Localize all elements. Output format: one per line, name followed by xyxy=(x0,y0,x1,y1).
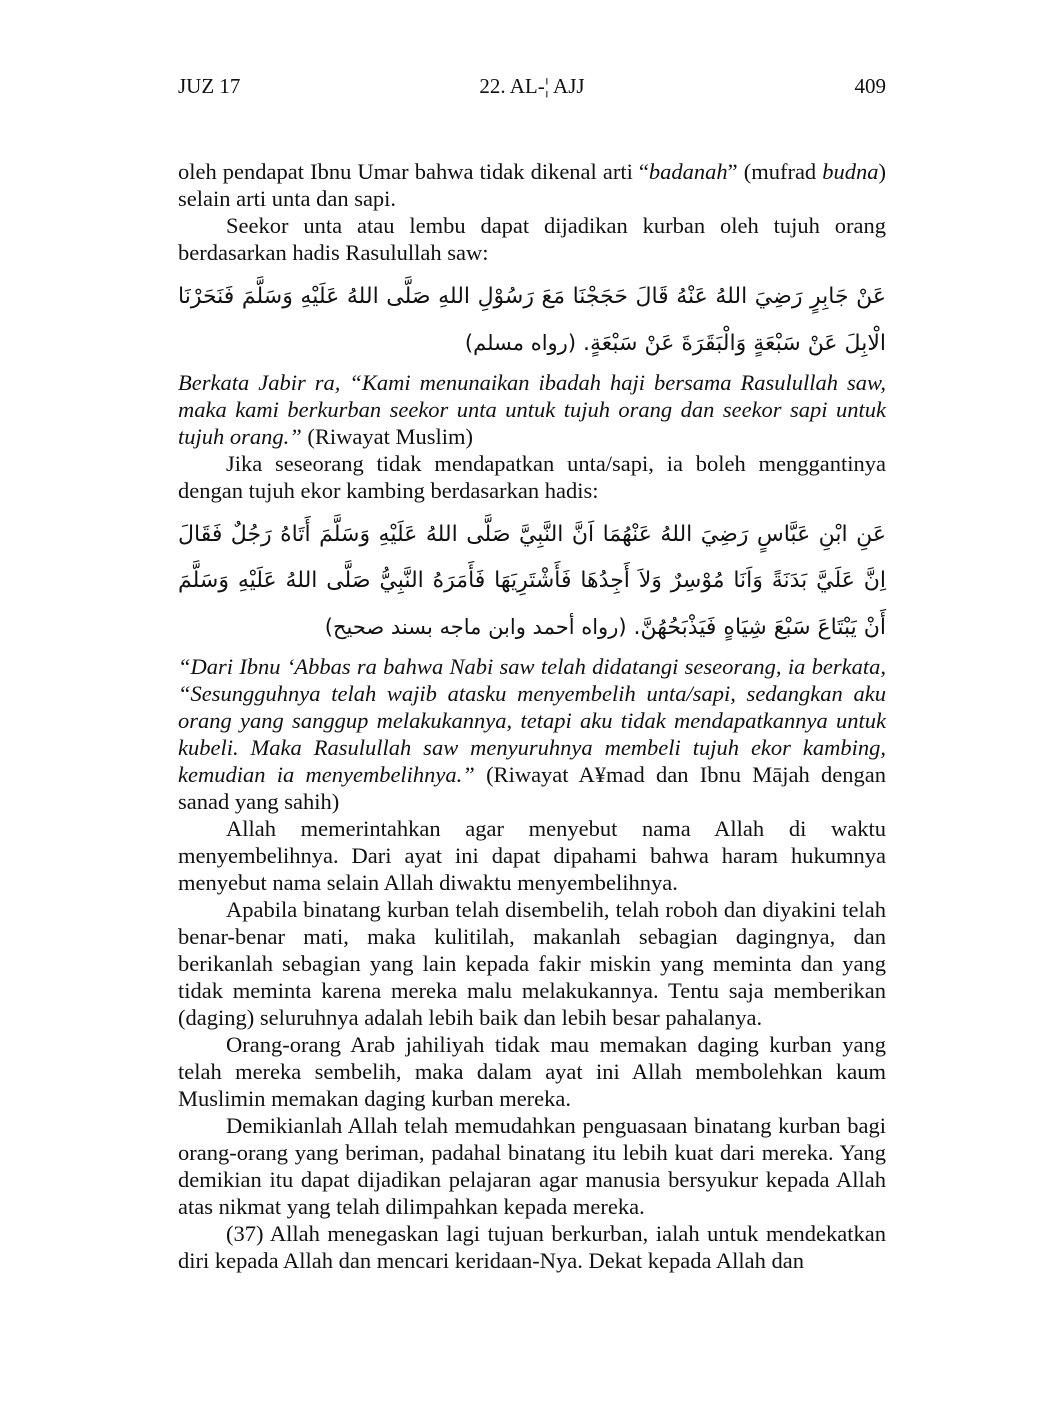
paragraph-10: (37) Allah menegaskan lagi tujuan berkurban, ialah untuk mendekatkan diri kepada Allah dan mencari keridaan-Nya. Dekat kepada Allah dan xyxy=(178,1221,886,1273)
juz-label: JUZ 17 xyxy=(178,74,241,98)
paragraph-3: Berkata Jabir ra, “Kami menunaikan ibadah haji bersama Rasulullah saw, maka kami berkurban seekor unta untuk tujuh orang dan seekor sapi untuk tujuh orang.” (Riwayat Muslim) xyxy=(178,370,886,449)
paragraph-4: Jika seseorang tidak mendapatkan unta/sapi, ia boleh menggantinya dengan tujuh ekor kambing berdasarkan hadis: xyxy=(178,451,886,503)
paragraph-2: Seekor unta atau lembu dapat dijadikan kurban oleh tujuh orang berdasarkan hadis Rasulullah saw: xyxy=(178,213,886,265)
page-body xyxy=(178,158,886,1274)
page-number: 409 xyxy=(854,74,886,98)
paragraph-7: Apabila binatang kurban telah disembelih, telah roboh dan diyakini telah benar-benar mati, maka kulitilah, makanlah sebagian dagingnya, dan berikanlah sebagian yang lain kepada fakir miskin yang meminta dan yang tidak meminta karena mereka malu melakukannya. Tentu saja memberikan (daging) seluruhnya adalah lebih baik dan lebih besar pahalanya. xyxy=(178,897,886,1030)
paragraph-1: oleh pendapat Ibnu Umar bahwa tidak dikenal arti “badanah” (mufrad budna) selain arti unta dan sapi. xyxy=(178,159,887,211)
arabic-hadith-1: عَنْ جَابِرٍ رَضِيَ اللهُ عَنْهُ قَالَ حَجَجْنَا مَعَ رَسُوْلِ اللهِ صَلَّى اللهُ عَلَيْهِ وَسَلَّمَ فَنَحَرْنَا الْابِلَ عَنْ سَبْعَةٍ وَالْبَقَرَةَ عَنْ سَبْعَةٍ. (رواه مسلم) xyxy=(178,284,886,356)
paragraph-8: Orang-orang Arab jahiliyah tidak mau memakan daging kurban yang telah mereka sembelih, maka dalam ayat ini Allah membolehkan kaum Muslimin memakan daging kurban mereka. xyxy=(178,1032,886,1111)
page-header xyxy=(178,74,886,104)
paragraph-9: Demikianlah Allah telah memudahkan penguasaan binatang kurban bagi orang-orang yang beriman, padahal binatang itu lebih kuat dari mereka. Yang demikian itu dapat dijadikan pelajaran agar manusia bersyukur kepada Allah atas nikmat yang telah dilimpahkan kepada mereka. xyxy=(178,1113,886,1219)
surah-title: 22. AL-¦ AJJ xyxy=(479,74,585,98)
paragraph-6: Allah memerintahkan agar menyebut nama Allah di waktu menyembelihnya. Dari ayat ini dapat dipahami bahwa haram hukumnya menyebut nama selain Allah diwaktu menyembelihnya. xyxy=(178,816,886,895)
paragraph-5: “Dari Ibnu ‘Abbas ra bahwa Nabi saw telah didatangi seseorang, ia berkata, “Sesungguhnya telah wajib atasku menyembelih unta/sapi, sedangkan aku orang yang sanggup melakukannya, tetapi aku tidak mendapatkannya untuk kubeli. Maka Rasulullah saw menyuruhnya membeli tujuh ekor kambing, kemudian ia menyembelihnya.” (Riwayat A¥mad dan Ibnu Mājah dengan sanad yang sahih) xyxy=(178,654,886,814)
arabic-hadith-2: عَنِ ابْنِ عَبَّاسٍ رَضِيَ اللهُ عَنْهُمَا اَنَّ النَّبِيَّ صَلَّى اللهُ عَلَيْهِ وَسَلَّمَ أَتَاهُ رَجُلٌ فَقَالَ اِنَّ عَلَيَّ بَدَنَةً وَاَنَا مُوْسِرٌ وَلاَ أَجِدُهَا فَأَشْتَرِيَهَا فَأَمَرَهُ النَّبِيُّ صَلَّى اللهُ عَلَيْهِ وَسَلَّمَ أَنْ يَبْتَاعَ سَبْعَ شِيَاهٍ فَيَذْبَحُهُنَّ. (رواه أحمد وابن ماجه بسند صحيح) xyxy=(178,522,886,640)
